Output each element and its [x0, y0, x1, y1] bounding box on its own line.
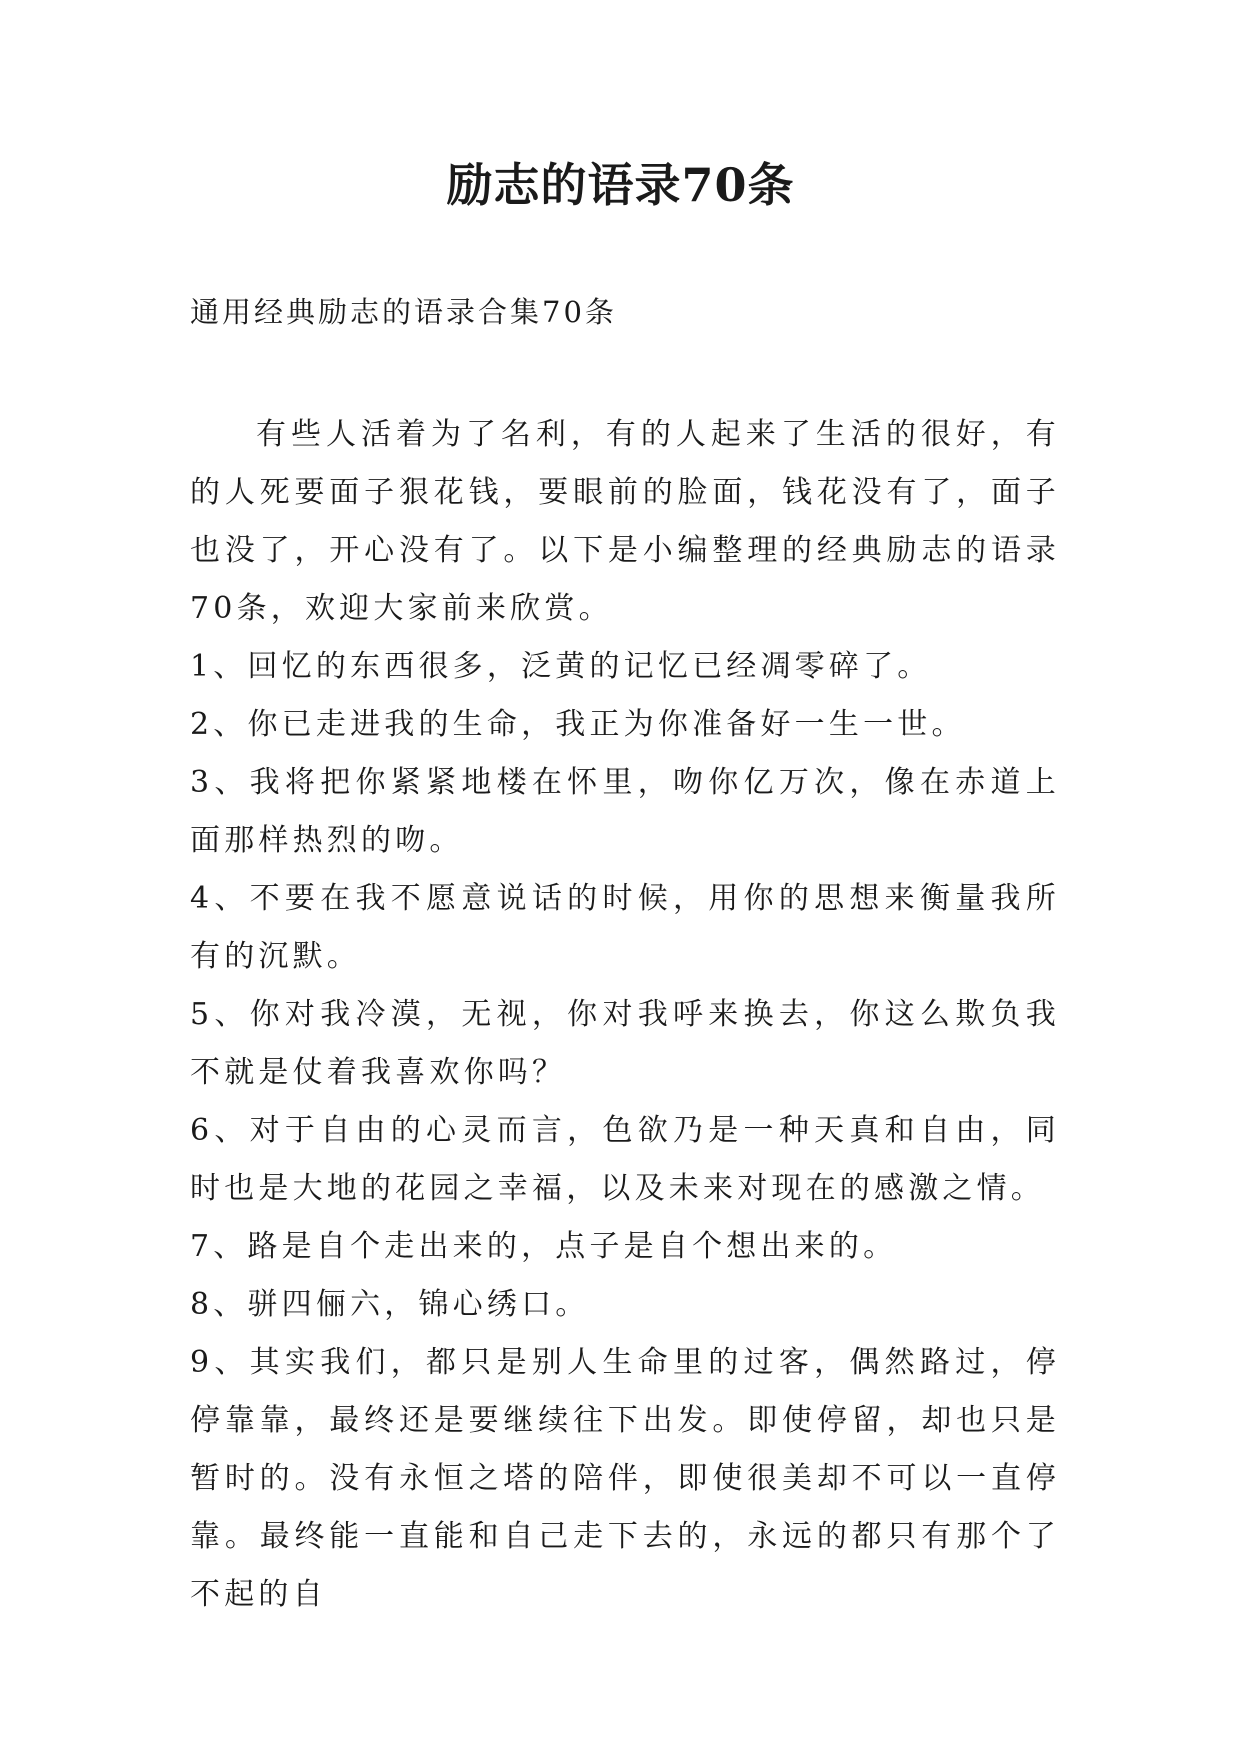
list-item: 9、其实我们，都只是别人生命里的过客，偶然路过，停停靠靠，最终还是要继续往下出发。即使停留，却也只是暂时的。没有永恒之塔的陪伴，即使很美却不可以一直停靠。最终能一直能和自己走下去的，永远的都只有那个了不起的自 [190, 1345, 1060, 1612]
list-item: 5、你对我冷漠，无视，你对我呼来换去，你这么欺负我不就是仗着我喜欢你吗？ [190, 997, 1060, 1090]
document-body [190, 406, 1060, 1624]
list-item: 1、回忆的东西很多，泛黄的记忆已经凋零碎了。 [190, 649, 932, 684]
intro-paragraph: 有些人活着为了名利，有的人起来了生活的很好，有的人死要面子狠花钱，要眼前的脸面，钱花没有了，面子也没了，开心没有了。以下是小编整理的经典励志的语录70条，欢迎大家前来欣赏。 [190, 417, 1060, 626]
list-item: 7、路是自个走出来的，点子是自个想出来的。 [190, 1229, 898, 1264]
list-item: 4、不要在我不愿意说话的时候，用你的思想来衡量我所有的沉默。 [190, 881, 1060, 974]
document-title: 励志的语录70条 [446, 158, 795, 212]
list-item: 2、你已走进我的生命，我正为你准备好一生一世。 [190, 707, 966, 742]
list-item: 3、我将把你紧紧地楼在怀里，吻你亿万次，像在赤道上面那样热烈的吻。 [190, 765, 1060, 858]
list-item: 8、骈四俪六，锦心绣口。 [190, 1287, 590, 1322]
list-item: 6、对于自由的心灵而言，色欲乃是一种天真和自由，同时也是大地的花园之幸福，以及未来对现在的感激之情。 [190, 1113, 1060, 1206]
document-subtitle: 通用经典励志的语录合集70条 [190, 295, 617, 329]
